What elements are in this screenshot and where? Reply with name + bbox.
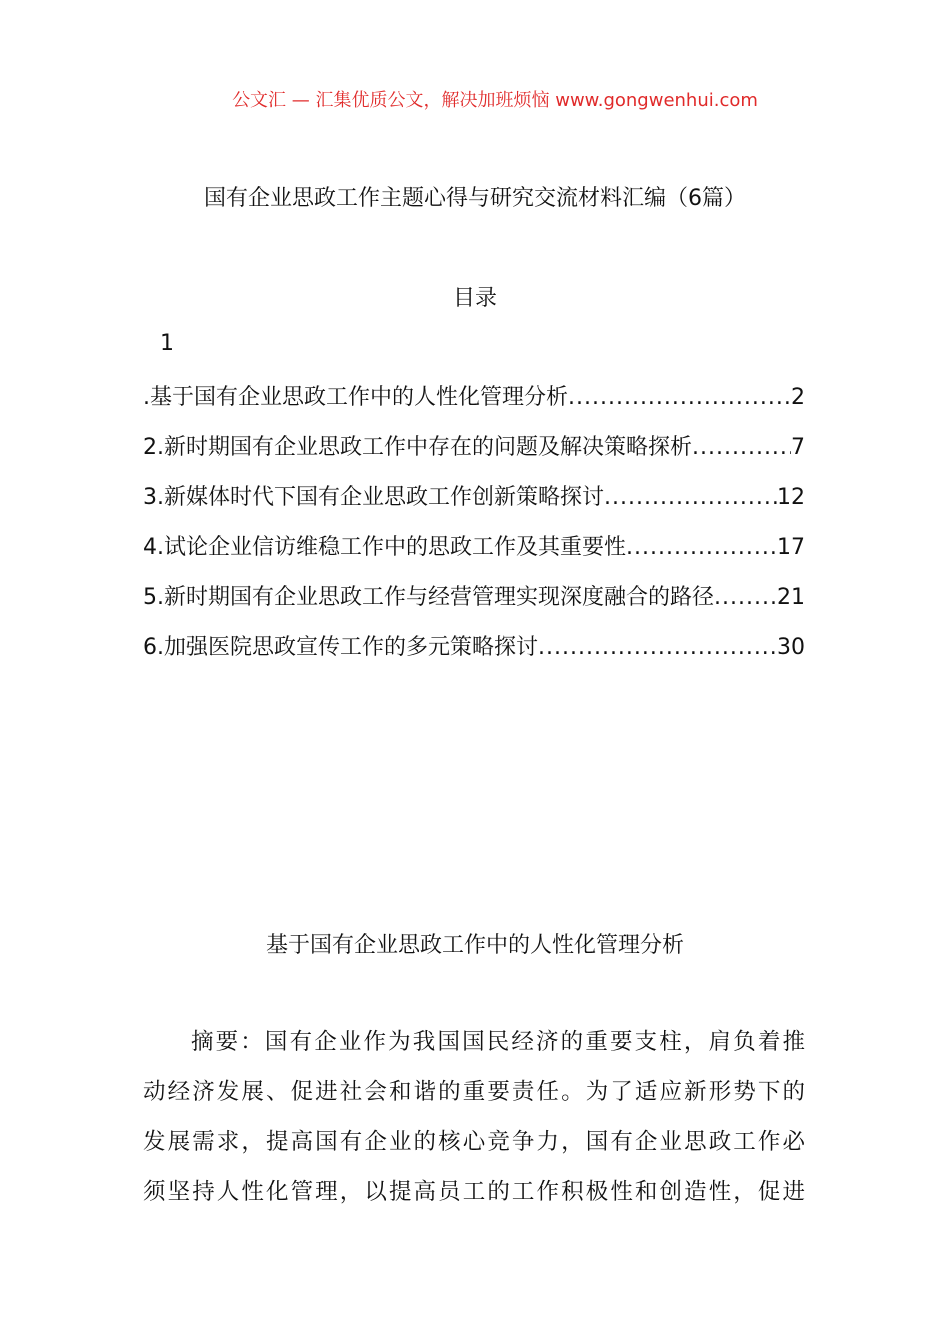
toc-entry-title: 4.试论企业信访维稳工作中的思政工作及其重要性 [143, 535, 626, 560]
dot-leader [714, 585, 770, 610]
toc-entry-title: 2.新时期国有企业思政工作中存在的问题及解决策略探析 [143, 435, 692, 460]
paragraph-line: 发展需求，提高国有企业的核心竞争力，国有企业思政工作必 [143, 1129, 805, 1155]
toc-entry-title: 3.新媒体时代下国有企业思政工作创新策略探讨 [143, 485, 604, 510]
abstract-paragraph [143, 1025, 805, 1225]
toc-first-number: 1 [160, 331, 174, 356]
toc-entry[interactable] [143, 480, 805, 530]
table-of-contents [143, 380, 805, 680]
toc-entry[interactable] [143, 380, 805, 430]
dot-leader [604, 485, 777, 510]
toc-entry[interactable] [143, 430, 805, 480]
toc-entry-page: 12 [777, 485, 805, 510]
watermark-header: 公文汇 — 汇集优质公文，解决加班烦恼 www.gongwenhui.com [232, 90, 758, 111]
dot-leader [538, 635, 777, 660]
toc-entry-page: .21 [770, 585, 805, 610]
paragraph-line: 须坚持人性化管理，以提高员工的工作积极性和创造性，促进 [143, 1179, 805, 1205]
toc-entry-title: 6.加强医院思政宣传工作的多元策略探讨 [143, 635, 538, 660]
section-title: 基于国有企业思政工作中的人性化管理分析 [265, 933, 684, 958]
dot-leader [626, 535, 777, 560]
toc-entry-page: 7 [791, 435, 805, 460]
paragraph-line: 动经济发展、促进社会和谐的重要责任。为了适应新形势下的 [143, 1079, 805, 1105]
toc-entry-title: 5.新时期国有企业思政工作与经营管理实现深度融合的路径 [143, 585, 714, 610]
toc-entry[interactable] [143, 630, 805, 680]
toc-entry-page: 30 [777, 635, 805, 660]
dot-leader [568, 385, 791, 410]
toc-entry-page: 17 [777, 535, 805, 560]
toc-entry-page: 2 [791, 385, 805, 410]
toc-heading: 目录 [452, 286, 497, 311]
toc-entry-title: .基于国有企业思政工作中的人性化管理分析 [143, 385, 568, 410]
dot-leader [692, 435, 791, 460]
toc-entry[interactable] [143, 530, 805, 580]
toc-entry[interactable] [143, 580, 805, 630]
paragraph-line: 摘要：国有企业作为我国国民经济的重要支柱，肩负着推 [191, 1029, 805, 1055]
document-title: 国有企业思政工作主题心得与研究交流材料汇编（6篇） [204, 186, 746, 211]
